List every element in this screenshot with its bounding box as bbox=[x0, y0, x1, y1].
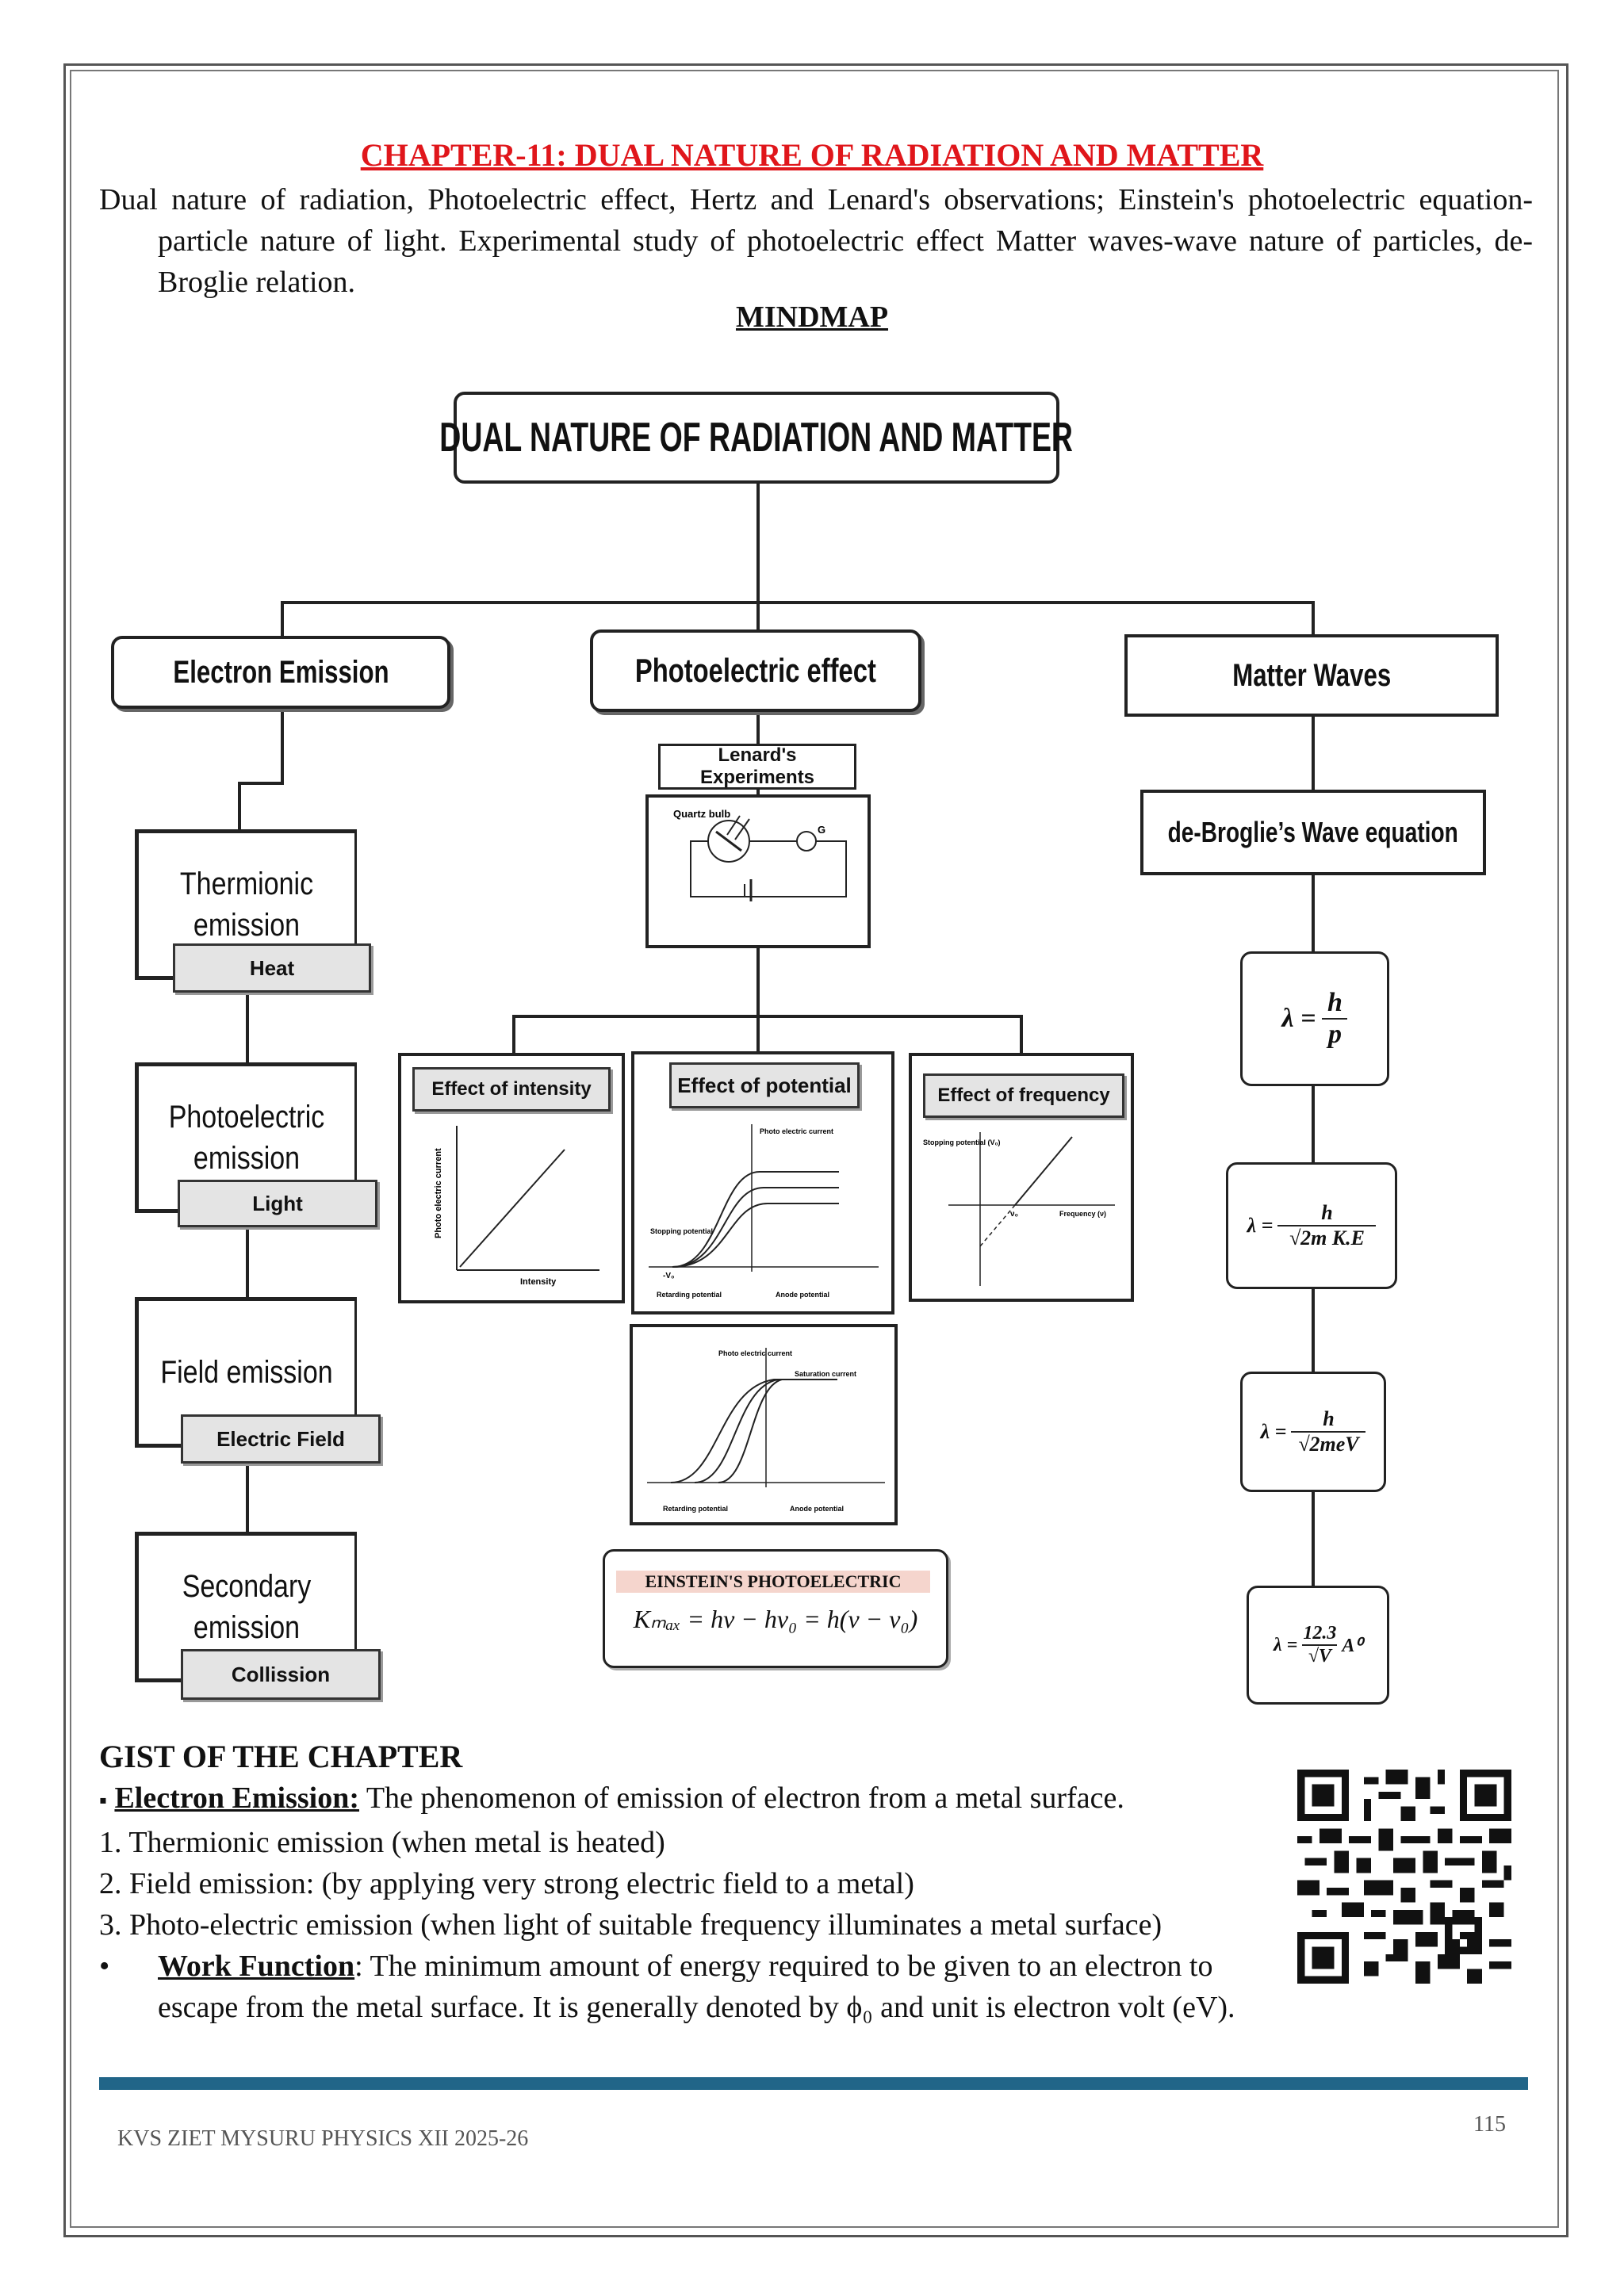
svg-text:Photo electric current: Photo electric current bbox=[718, 1349, 793, 1357]
gist-item-3: 3. Photo-electric emission (when light of suitable frequency illuminates a metal surface) bbox=[99, 1908, 1162, 1942]
thermionic-emission-box: Thermionic emission bbox=[135, 829, 357, 980]
electric-field-tag: Electric Field bbox=[181, 1414, 381, 1464]
svg-text:Frequency (ν): Frequency (ν) bbox=[1059, 1210, 1107, 1218]
svg-text:Retarding potential: Retarding potential bbox=[657, 1291, 722, 1299]
lenard-apparatus bbox=[645, 794, 871, 948]
de-broglie-box: de-Broglie’s Wave equation bbox=[1140, 790, 1486, 875]
gist-heading: GIST OF THE CHAPTER bbox=[99, 1739, 463, 1774]
gist-item-1: 1. Thermionic emission (when metal is heated) bbox=[99, 1826, 665, 1859]
lenard-experiments-box: Lenard's Experiments bbox=[658, 744, 856, 790]
formula-3: λ = h √2meV bbox=[1240, 1372, 1386, 1492]
einstein-equation-box bbox=[603, 1549, 948, 1668]
light-tag: Light bbox=[178, 1180, 377, 1227]
svg-text:Photo electric current: Photo electric current bbox=[760, 1127, 834, 1135]
gist-item-2: 2. Field emission: (by applying very strong electric field to a metal) bbox=[99, 1867, 914, 1900]
svg-text:Stopping potential: Stopping potential bbox=[650, 1227, 713, 1235]
effect-potential-title: Effect of potential bbox=[669, 1062, 860, 1108]
svg-text:Photo electric current: Photo electric current bbox=[434, 1148, 443, 1238]
formula-1: λ = h p bbox=[1240, 951, 1389, 1086]
gist-section bbox=[99, 1736, 1273, 2028]
galvanometer-label: G bbox=[818, 824, 826, 836]
effect-intensity-title: Effect of intensity bbox=[412, 1067, 611, 1112]
einstein-title: EINSTEIN'S PHOTOELECTRIC bbox=[616, 1571, 930, 1593]
chapter-title: CHAPTER-11: DUAL NATURE OF RADIATION AND MATTER bbox=[360, 137, 1264, 173]
effect-potential-panel bbox=[631, 1051, 894, 1314]
syllabus: Dual nature of radiation, Photoelectric effect, Hertz and Lenard's observations; Einstein's photoelectric equation-particle nature of light. Experimental study of photoelectric effect Matter waves-wave nature of particles, de-Broglie relation. bbox=[99, 183, 1533, 299]
svg-text:Anode potential: Anode potential bbox=[790, 1505, 844, 1513]
secondary-emission-box: Secondary emission bbox=[135, 1532, 357, 1682]
collision-tag: Collission bbox=[181, 1649, 381, 1700]
page-number: 115 bbox=[1473, 2112, 1506, 2137]
gist-work-function: • Work Function: The minimum amount of energy required to be given to an electron to escape from the metal surface. It is generally denoted by ϕ₀ and unit is electron volt (eV). bbox=[99, 1950, 1235, 2024]
mindmap-root: DUAL NATURE OF RADIATION AND MATTER bbox=[454, 392, 1059, 484]
stopping-potential-graph bbox=[639, 1332, 893, 1522]
svg-text:Retarding potential: Retarding potential bbox=[663, 1505, 729, 1513]
apparatus-diagram bbox=[651, 800, 865, 943]
gist-electron-emission: ▪ Electron Emission: The phenomenon of emission of electron from a metal surface. bbox=[99, 1781, 1124, 1815]
qr-code-icon[interactable] bbox=[1297, 1770, 1511, 1984]
photoelectric-emission-box: Photoelectric emission bbox=[135, 1062, 357, 1213]
frequency-graph bbox=[917, 1126, 1129, 1292]
effect-intensity-panel bbox=[398, 1053, 625, 1303]
intensity-graph bbox=[409, 1119, 615, 1294]
matter-waves-box: Matter Waves bbox=[1124, 634, 1499, 717]
mindmap-label: MINDMAP bbox=[735, 300, 889, 334]
field-emission-box: Field emission bbox=[135, 1297, 357, 1448]
svg-text:Saturation current: Saturation current bbox=[795, 1370, 857, 1378]
effect-frequency-panel bbox=[909, 1053, 1134, 1302]
footer-text: KVS ZIET MYSURU PHYSICS XII 2025-26 bbox=[117, 2126, 529, 2151]
potential-graph bbox=[641, 1116, 887, 1307]
stopping-potential-panel bbox=[630, 1324, 898, 1525]
effect-frequency-title: Effect of frequency bbox=[923, 1073, 1124, 1118]
electron-emission-box: Electron Emission bbox=[111, 636, 450, 709]
svg-text:Stopping potential (V₀): Stopping potential (V₀) bbox=[923, 1138, 1001, 1146]
svg-text:Intensity: Intensity bbox=[520, 1277, 557, 1287]
heat-tag: Heat bbox=[173, 943, 371, 993]
svg-text:Anode potential: Anode potential bbox=[776, 1291, 829, 1299]
bulb-label: Quartz bulb bbox=[673, 808, 731, 820]
footer-bar bbox=[99, 2077, 1528, 2090]
svg-text:-V₀: -V₀ bbox=[663, 1272, 675, 1280]
formula-2: λ = h √2m K.E bbox=[1226, 1162, 1397, 1289]
einstein-equation: Kₘₐₓ = hν − hν₀ = h(ν − ν₀) bbox=[633, 1605, 918, 1633]
photoelectric-effect-box: Photoelectric effect bbox=[590, 629, 921, 712]
formula-4: λ = 12.3 √V A⁰ bbox=[1247, 1586, 1389, 1705]
svg-text:ν₀: ν₀ bbox=[1010, 1210, 1019, 1219]
